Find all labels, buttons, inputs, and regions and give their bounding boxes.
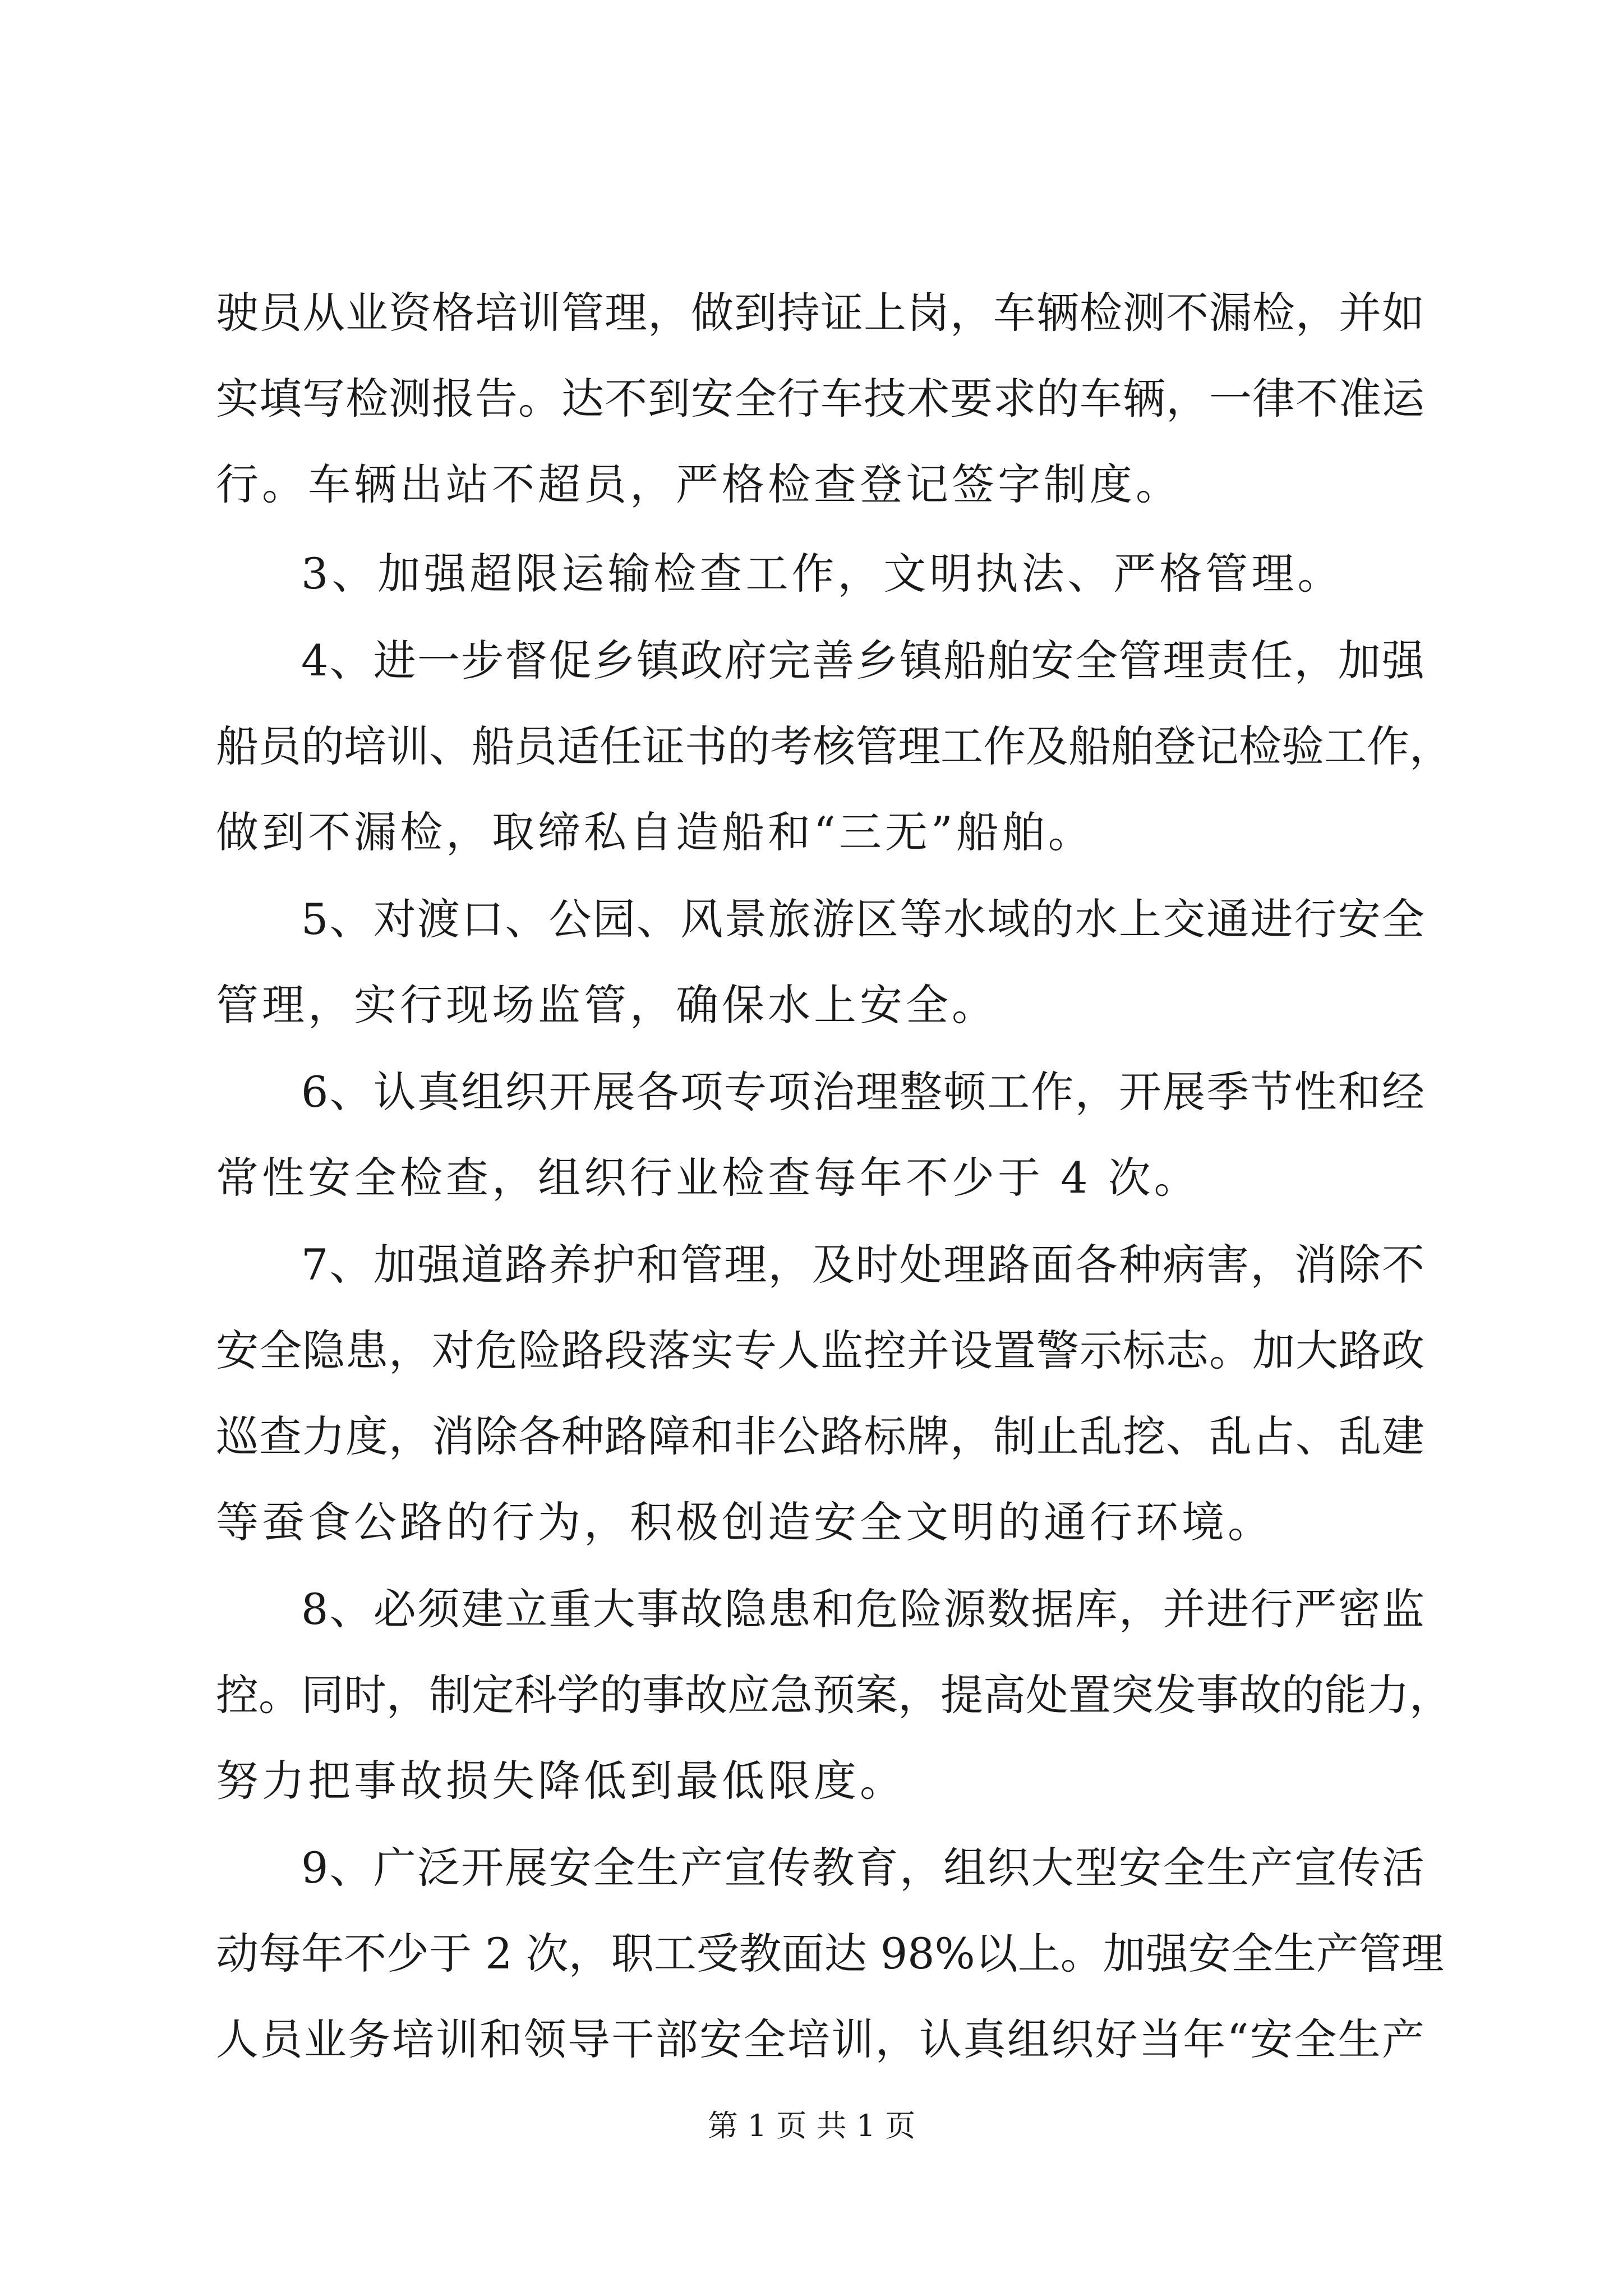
paragraph-line: 4、进一步督促乡镇政府完善乡镇船舶安全管理责任，加强 bbox=[301, 636, 1424, 685]
paragraph-line: 巡查力度，消除各种路障和非公路标牌，制止乱挖、乱占、乱建 bbox=[216, 1411, 1424, 1461]
paragraph-line: 6、认真组织开展各项专项治理整顿工作，开展季节性和经 bbox=[301, 1067, 1424, 1117]
paragraph-line: 做到不漏检，取缔私自造船和“三无”船舶。 bbox=[216, 807, 1094, 857]
paragraph-line: 8、必须建立重大事故隐患和危险源数据库，并进行严密监 bbox=[301, 1584, 1424, 1634]
paragraph-line: 动每年不少于 2 次，职工受教面达 98%以上。加强安全生产管理 bbox=[216, 1929, 1444, 1978]
page-number-footer: 第 1 页 共 1 页 bbox=[707, 2108, 916, 2143]
paragraph-line: 控。同时，制定科学的事故应急预案，提高处置突发事故的能力， bbox=[216, 1670, 1452, 1720]
paragraph-line: 等蚕食公路的行为，积极创造安全文明的通行环境。 bbox=[216, 1497, 1274, 1547]
paragraph-line: 常性安全检查，组织行业检查每年不少于 4 次。 bbox=[216, 1153, 1200, 1203]
paragraph-line: 船员的培训、船员适任证书的考核管理工作及船舶登记检验工作， bbox=[216, 721, 1452, 771]
paragraph-line: 行。车辆出站不超员，严格检查登记签字制度。 bbox=[216, 459, 1182, 509]
paragraph-line: 努力把事故损失降低到最低限度。 bbox=[216, 1756, 906, 1806]
paragraph-line: 驶员从业资格培训管理，做到持证上岗，车辆检测不漏检，并如 bbox=[216, 288, 1424, 338]
paragraph-line: 实填写检测报告。达不到安全行车技术要求的车辆，一律不准运 bbox=[216, 374, 1424, 424]
paragraph-line: 安全隐患，对危险路段落实专人监控并设置警示标志。加大路政 bbox=[216, 1326, 1424, 1375]
paragraph-line: 9、广泛开展安全生产宣传教育，组织大型安全生产宣传活 bbox=[301, 1843, 1424, 1893]
paragraph-line: 5、对渡口、公园、风景旅游区等水域的水上交通进行安全 bbox=[301, 894, 1424, 944]
paragraph-line: 管理，实行现场监管，确保水上安全。 bbox=[216, 980, 998, 1030]
paragraph-line: 人员业务培训和领导干部安全培训，认真组织好当年“安全生产 bbox=[216, 2014, 1424, 2064]
paragraph-line: 3、加强超限运输检查工作，文明执法、严格管理。 bbox=[301, 549, 1344, 599]
paragraph-line: 7、加强道路养护和管理，及时处理路面各种病害，消除不 bbox=[301, 1240, 1424, 1290]
